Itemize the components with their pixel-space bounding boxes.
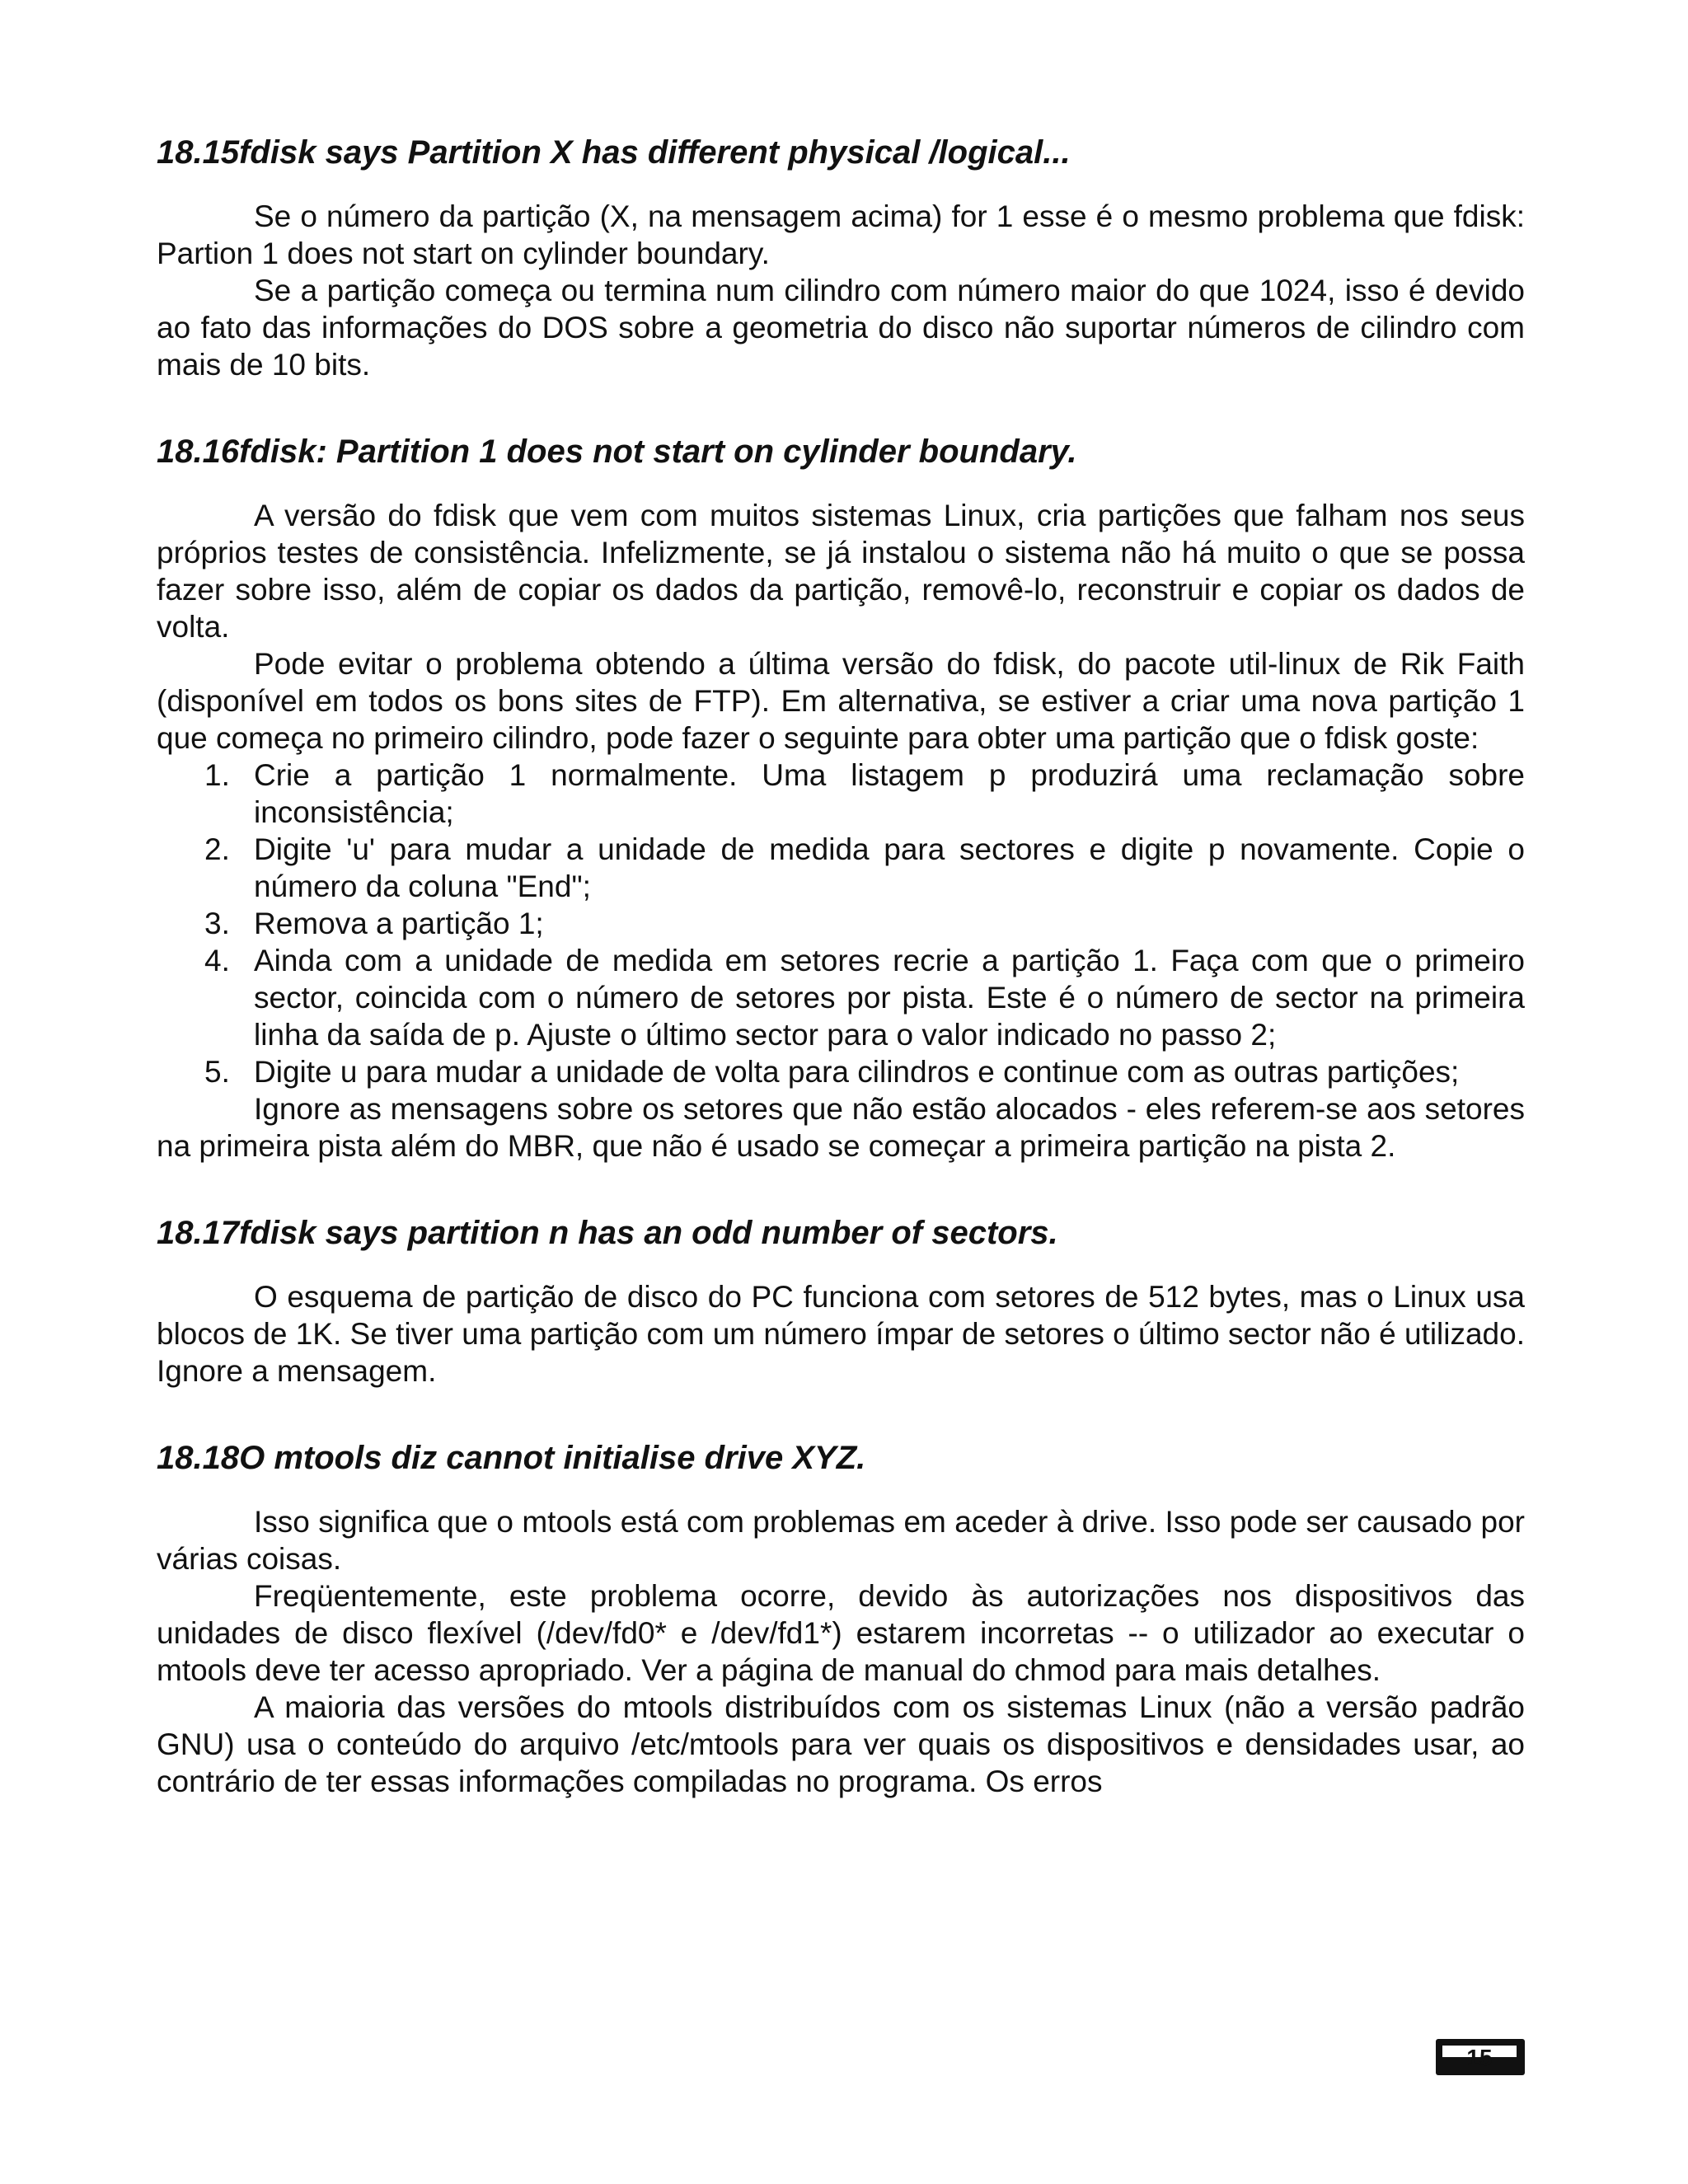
section-heading: 18.18O mtools diz cannot initialise drive XYZ. bbox=[157, 1440, 866, 1476]
document-page bbox=[157, 132, 1525, 1800]
list-item bbox=[157, 905, 1525, 942]
list-item-text: Remova a partição 1; bbox=[254, 907, 544, 940]
list-item bbox=[157, 1053, 1525, 1090]
list-item-text: Crie a partição 1 normalmente. Uma listagem p produzirá uma reclamação sobre inconsistência; bbox=[254, 758, 1525, 829]
paragraph: A versão do fdisk que vem com muitos sistemas Linux, cria partições que falham nos seus próprios testes de consistência. Infelizmente, se já instalou o sistema não há muito o que se possa fazer sobre isso, além de copiar os dados da partição, removê-lo, reconstruir e copiar os dados de volta. bbox=[157, 499, 1525, 644]
list-item-text: Digite u para mudar a unidade de volta para cilindros e continue com as outras partições; bbox=[254, 1055, 1460, 1089]
list-item-number: 3. bbox=[204, 907, 230, 940]
list-item-number: 2. bbox=[204, 832, 230, 866]
list-item-number: 5. bbox=[204, 1055, 230, 1089]
list-item-text: Digite 'u' para mudar a unidade de medida para sectores e digite p novamente. Copie o número da coluna "End"; bbox=[254, 832, 1525, 903]
paragraph: Se o número da partição (X, na mensagem acima) for 1 esse é o mesmo problema que fdisk: Partion 1 does not start on cylinder boundary. bbox=[157, 199, 1525, 270]
section-18-16 bbox=[157, 431, 1525, 1165]
list-item bbox=[157, 757, 1525, 831]
list-item-text: Ainda com a unidade de medida em setores recrie a partição 1. Faça com que o primeiro sector, coincida com o número de setores por pista. Este é o número de sector na primeira linha da saída de p. Ajuste o último sector para o valor indicado no passo 2; bbox=[254, 944, 1525, 1052]
paragraph: A maioria das versões do mtools distribuídos com os sistemas Linux (não a versão padrão GNU) usa o conteúdo do arquivo /etc/mtools para ver quais os dispositivos e densidades usar, ao contrário de ter essas informações compiladas no programa. Os erros bbox=[157, 1690, 1525, 1798]
section-18-17 bbox=[157, 1212, 1525, 1390]
paragraph: Isso significa que o mtools está com problemas em aceder à drive. Isso pode ser causado por várias coisas. bbox=[157, 1505, 1525, 1576]
page-number: 15 bbox=[1442, 2046, 1517, 2057]
list-item-number: 4. bbox=[204, 944, 230, 977]
section-heading: 18.17fdisk says partition n has an odd number of sectors. bbox=[157, 1215, 1058, 1251]
list-item bbox=[157, 831, 1525, 905]
steps-list bbox=[157, 757, 1525, 1090]
paragraph: Ignore as mensagens sobre os setores que não estão alocados - eles referem-se aos setores na primeira pista além do MBR, que não é usado se começar a primeira partição na pista 2. bbox=[157, 1092, 1525, 1163]
paragraph: O esquema de partição de disco do PC funciona com setores de 512 bytes, mas o Linux usa blocos de 1K. Se tiver uma partição com um número ímpar de setores o último sector não é utilizado. Ignore a mensagem. bbox=[157, 1280, 1525, 1388]
list-item-number: 1. bbox=[204, 758, 230, 792]
paragraph: Pode evitar o problema obtendo a última versão do fdisk, do pacote util-linux de Rik Faith (disponível em todos os bons sites de FTP). Em alternativa, se estiver a criar uma nova partição 1 que começa no primeiro cilindro, pode fazer o seguinte para obter uma partição que o fdisk goste: bbox=[157, 647, 1525, 755]
page-number-badge bbox=[1436, 2039, 1525, 2075]
list-item bbox=[157, 942, 1525, 1053]
section-heading: 18.16fdisk: Partition 1 does not start on cylinder boundary. bbox=[157, 434, 1077, 470]
section-18-15 bbox=[157, 132, 1525, 383]
paragraph: Freqüentemente, este problema ocorre, devido às autorizações nos dispositivos das unidades de disco flexível (/dev/fd0* e /dev/fd1*) estarem incorretas -- o utilizador ao executar o mtools deve ter acesso apropriado. Ver a página de manual do chmod para mais detalhes. bbox=[157, 1579, 1525, 1687]
section-18-18 bbox=[157, 1437, 1525, 1800]
paragraph: Se a partição começa ou termina num cilindro com número maior do que 1024, isso é devido ao fato das informações do DOS sobre a geometria do disco não suportar números de cilindro com mais de 10 bits. bbox=[157, 274, 1525, 382]
section-heading: 18.15fdisk says Partition X has different physical /logical... bbox=[157, 134, 1071, 171]
